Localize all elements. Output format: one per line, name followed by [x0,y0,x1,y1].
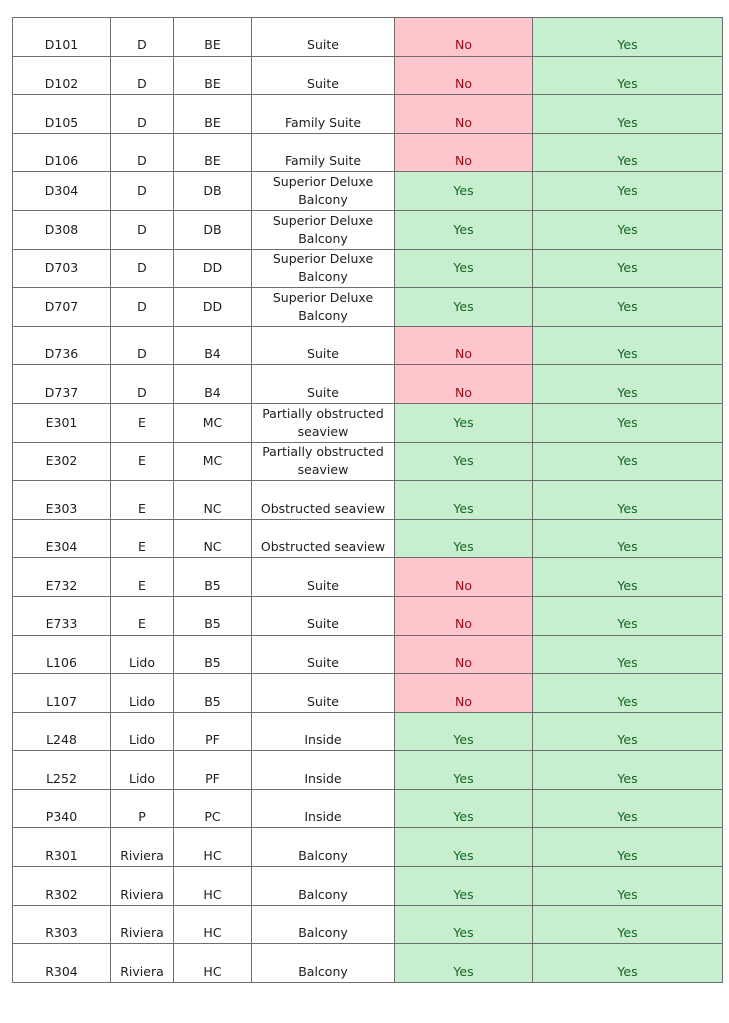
table-row [13,172,723,211]
table-row [13,210,723,249]
table-row [13,712,723,751]
deck-cell: Riviera [111,828,174,867]
availability-a-cell: Yes [395,712,533,751]
cabin-type-cell: Suite [252,326,395,365]
availability-a-cell: No [395,95,533,134]
deck-cell: D [111,172,174,211]
cabin-type-cell: Family Suite [252,95,395,134]
availability-b-cell: Yes [533,326,723,365]
availability-a-cell: Yes [395,288,533,327]
availability-b-cell: Yes [533,18,723,57]
deck-cell: D [111,326,174,365]
deck-cell: D [111,18,174,57]
category-code-cell: B4 [174,326,252,365]
category-code-cell: B5 [174,596,252,635]
cabin-type-cell: Suite [252,365,395,404]
category-code-cell: HC [174,867,252,906]
availability-b-cell: Yes [533,95,723,134]
cabin-type-cell: Superior Deluxe Balcony [252,288,395,327]
cabin-number-cell: P340 [13,789,111,828]
availability-b-cell: Yes [533,365,723,404]
availability-b-cell: Yes [533,56,723,95]
category-code-cell: B5 [174,674,252,713]
availability-a-cell: Yes [395,905,533,944]
availability-a-cell: No [395,133,533,172]
availability-a-cell: Yes [395,789,533,828]
category-code-cell: B5 [174,558,252,597]
cabin-number-cell: L252 [13,751,111,790]
availability-a-cell: Yes [395,828,533,867]
cabin-number-cell: R301 [13,828,111,867]
category-code-cell: BE [174,56,252,95]
table-row [13,789,723,828]
table-row [13,481,723,520]
table-row [13,828,723,867]
table-row [13,674,723,713]
category-code-cell: B5 [174,635,252,674]
category-code-cell: BE [174,133,252,172]
deck-cell: E [111,481,174,520]
cabin-number-cell: D106 [13,133,111,172]
cabin-number-cell: D102 [13,56,111,95]
cabin-number-cell: D703 [13,249,111,288]
cabin-type-cell: Obstructed seaview [252,519,395,558]
deck-cell: E [111,403,174,442]
cabin-type-cell: Suite [252,674,395,713]
cabin-number-cell: E301 [13,403,111,442]
cabin-type-cell: Suite [252,596,395,635]
cabin-type-cell: Inside [252,789,395,828]
deck-cell: E [111,519,174,558]
table-row [13,18,723,57]
deck-cell: Riviera [111,867,174,906]
table-row [13,249,723,288]
availability-a-cell: Yes [395,481,533,520]
availability-a-cell: No [395,674,533,713]
cabin-number-cell: L107 [13,674,111,713]
cabin-number-cell: D707 [13,288,111,327]
deck-cell: Riviera [111,905,174,944]
availability-a-cell: No [395,365,533,404]
cabin-number-cell: L248 [13,712,111,751]
cabin-number-cell: E733 [13,596,111,635]
table-row [13,56,723,95]
cabin-type-cell: Inside [252,712,395,751]
availability-b-cell: Yes [533,519,723,558]
deck-cell: D [111,365,174,404]
availability-b-cell: Yes [533,635,723,674]
availability-b-cell: Yes [533,442,723,481]
category-code-cell: NC [174,481,252,520]
table-row [13,442,723,481]
deck-cell: D [111,249,174,288]
table-body [13,18,723,983]
category-code-cell: BE [174,95,252,134]
cabin-type-cell: Family Suite [252,133,395,172]
availability-b-cell: Yes [533,249,723,288]
cabin-number-cell: L106 [13,635,111,674]
table-row [13,944,723,983]
table-row [13,867,723,906]
cabin-number-cell: R302 [13,867,111,906]
cabin-number-cell: D736 [13,326,111,365]
deck-cell: E [111,596,174,635]
table-row [13,133,723,172]
category-code-cell: DD [174,288,252,327]
table-row [13,95,723,134]
availability-a-cell: No [395,635,533,674]
cabin-type-cell: Partially obstructed seaview [252,442,395,481]
table-row [13,558,723,597]
availability-b-cell: Yes [533,712,723,751]
availability-b-cell: Yes [533,210,723,249]
deck-cell: D [111,288,174,327]
availability-b-cell: Yes [533,944,723,983]
table-row [13,365,723,404]
deck-cell: D [111,56,174,95]
deck-cell: D [111,95,174,134]
cabin-number-cell: E302 [13,442,111,481]
availability-a-cell: No [395,558,533,597]
cabin-number-cell: D308 [13,210,111,249]
cabin-availability-table [12,17,723,983]
availability-b-cell: Yes [533,288,723,327]
availability-b-cell: Yes [533,172,723,211]
table-row [13,288,723,327]
category-code-cell: BE [174,18,252,57]
category-code-cell: PF [174,751,252,790]
deck-cell: Riviera [111,944,174,983]
table-row [13,635,723,674]
category-code-cell: DD [174,249,252,288]
availability-b-cell: Yes [533,828,723,867]
table-row [13,751,723,790]
cabin-type-cell: Balcony [252,944,395,983]
cabin-type-cell: Suite [252,56,395,95]
cabin-number-cell: E304 [13,519,111,558]
category-code-cell: MC [174,403,252,442]
deck-cell: Lido [111,751,174,790]
category-code-cell: PF [174,712,252,751]
table-row [13,326,723,365]
cabin-type-cell: Superior Deluxe Balcony [252,249,395,288]
availability-a-cell: Yes [395,403,533,442]
category-code-cell: NC [174,519,252,558]
availability-a-cell: Yes [395,944,533,983]
availability-a-cell: No [395,326,533,365]
availability-b-cell: Yes [533,481,723,520]
table-row [13,403,723,442]
cabin-number-cell: D737 [13,365,111,404]
availability-a-cell: Yes [395,442,533,481]
cabin-type-cell: Balcony [252,828,395,867]
availability-b-cell: Yes [533,674,723,713]
category-code-cell: DB [174,172,252,211]
availability-b-cell: Yes [533,905,723,944]
availability-a-cell: Yes [395,249,533,288]
availability-b-cell: Yes [533,133,723,172]
cabin-number-cell: R304 [13,944,111,983]
cabin-number-cell: D105 [13,95,111,134]
cabin-number-cell: D101 [13,18,111,57]
cabin-type-cell: Balcony [252,905,395,944]
availability-a-cell: Yes [395,867,533,906]
availability-b-cell: Yes [533,596,723,635]
availability-b-cell: Yes [533,789,723,828]
deck-cell: E [111,442,174,481]
cabin-number-cell: E303 [13,481,111,520]
category-code-cell: HC [174,944,252,983]
cabin-number-cell: D304 [13,172,111,211]
cabin-type-cell: Obstructed seaview [252,481,395,520]
cabin-number-cell: E732 [13,558,111,597]
deck-cell: D [111,210,174,249]
table-row [13,596,723,635]
cabin-type-cell: Superior Deluxe Balcony [252,210,395,249]
cabin-type-cell: Partially obstructed seaview [252,403,395,442]
category-code-cell: HC [174,828,252,867]
category-code-cell: PC [174,789,252,828]
availability-a-cell: Yes [395,210,533,249]
deck-cell: Lido [111,674,174,713]
availability-b-cell: Yes [533,403,723,442]
category-code-cell: B4 [174,365,252,404]
availability-b-cell: Yes [533,751,723,790]
deck-cell: Lido [111,635,174,674]
deck-cell: E [111,558,174,597]
availability-a-cell: Yes [395,751,533,790]
cabin-number-cell: R303 [13,905,111,944]
category-code-cell: MC [174,442,252,481]
deck-cell: P [111,789,174,828]
availability-b-cell: Yes [533,867,723,906]
cabin-type-cell: Suite [252,558,395,597]
availability-a-cell: No [395,56,533,95]
availability-b-cell: Yes [533,558,723,597]
availability-a-cell: Yes [395,519,533,558]
table-row [13,905,723,944]
deck-cell: Lido [111,712,174,751]
availability-a-cell: No [395,596,533,635]
cabin-type-cell: Suite [252,18,395,57]
table-row [13,519,723,558]
cabin-type-cell: Suite [252,635,395,674]
availability-a-cell: Yes [395,172,533,211]
category-code-cell: HC [174,905,252,944]
deck-cell: D [111,133,174,172]
category-code-cell: DB [174,210,252,249]
cabin-type-cell: Superior Deluxe Balcony [252,172,395,211]
availability-a-cell: No [395,18,533,57]
cabin-type-cell: Balcony [252,867,395,906]
cabin-type-cell: Inside [252,751,395,790]
